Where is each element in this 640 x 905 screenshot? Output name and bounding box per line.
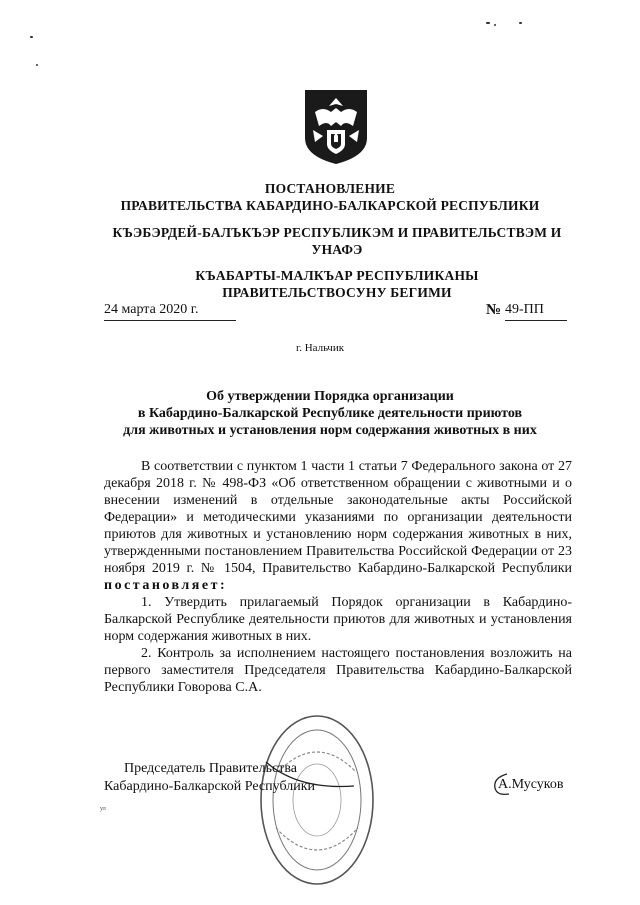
government-name-ru: ПРАВИТЕЛЬСТВА КАБАРДИНО-БАЛКАРСКОЙ РЕСПУБЛИКИ bbox=[120, 198, 540, 213]
signatory-position-line-2: Кабардино-Балкарской Республики bbox=[104, 779, 315, 794]
scan-speck bbox=[486, 22, 490, 24]
document-title bbox=[90, 388, 570, 439]
official-seal-stamp bbox=[258, 712, 376, 888]
government-name-kbd: КЪЭБЭРДЕЙ-БАЛЪКЪЭР РЕСПУБЛИКЭМ И ПРАВИТЕЛЬСТВЭМ И УНАФЭ bbox=[112, 225, 562, 257]
scan-speck bbox=[36, 64, 38, 66]
title-line-1: Об утверждении Порядка организации bbox=[206, 389, 454, 404]
scan-speck bbox=[494, 24, 496, 26]
document-body bbox=[104, 458, 572, 696]
resolution-word: постановляет: bbox=[104, 578, 228, 593]
coat-of-arms-emblem bbox=[301, 86, 371, 166]
scan-speck bbox=[30, 36, 33, 38]
paragraph-2: 1. Утвердить прилагаемый Порядок организации в Кабардино-Балкарской Республике деятельности приютов для животных и установления норм содержания животных в них. bbox=[104, 595, 572, 644]
signatory-name: А.Мусуков bbox=[498, 777, 564, 792]
title-line-3: для животных и установления норм содержания животных в них bbox=[123, 423, 537, 438]
signatory-position bbox=[104, 760, 315, 796]
document-type: ПОСТАНОВЛЕНИЕ bbox=[264, 181, 396, 196]
document-date: 24 марта 2020 г. bbox=[104, 302, 236, 321]
corner-note: ул bbox=[100, 806, 106, 812]
paragraph-1-text: В соответствии с пунктом 1 части 1 статьи 7 Федерального закона от 27 декабря 2018 г. № 498-ФЗ «Об ответственном обращении с животными и о внесении изменений в отдельные законодательные акты Российской Федерации» и методическими указаниями по организации деятельности приютов для животных и установлению норм содержания животных в них, утвержденными постановлением Правительства Российской Федерации от 23 ноября 2019 г. № 1504, Правительство Кабардино-Балкарской Республики bbox=[104, 459, 572, 576]
number-sign: № bbox=[486, 302, 502, 318]
scan-speck bbox=[519, 22, 522, 24]
document-number: 49-ПП bbox=[505, 302, 567, 321]
signatory-position-line-1: Председатель Правительства bbox=[124, 761, 297, 776]
title-line-2: в Кабардино-Балкарской Республике деятельности приютов bbox=[137, 406, 523, 421]
paragraph-1 bbox=[104, 458, 572, 594]
document-city: г. Нальчик bbox=[295, 342, 345, 354]
paragraph-3: 2. Контроль за исполнением настоящего постановления возложить на первого заместителя Председателя Правительства Кабардино-Балкарской Республики Говорова С.А. bbox=[104, 646, 572, 695]
government-name-krc: КЪАБАРТЫ-МАЛКЪАР РЕСПУБЛИКАНЫ ПРАВИТЕЛЬСТВОСУНУ БЕГИМИ bbox=[195, 268, 479, 300]
